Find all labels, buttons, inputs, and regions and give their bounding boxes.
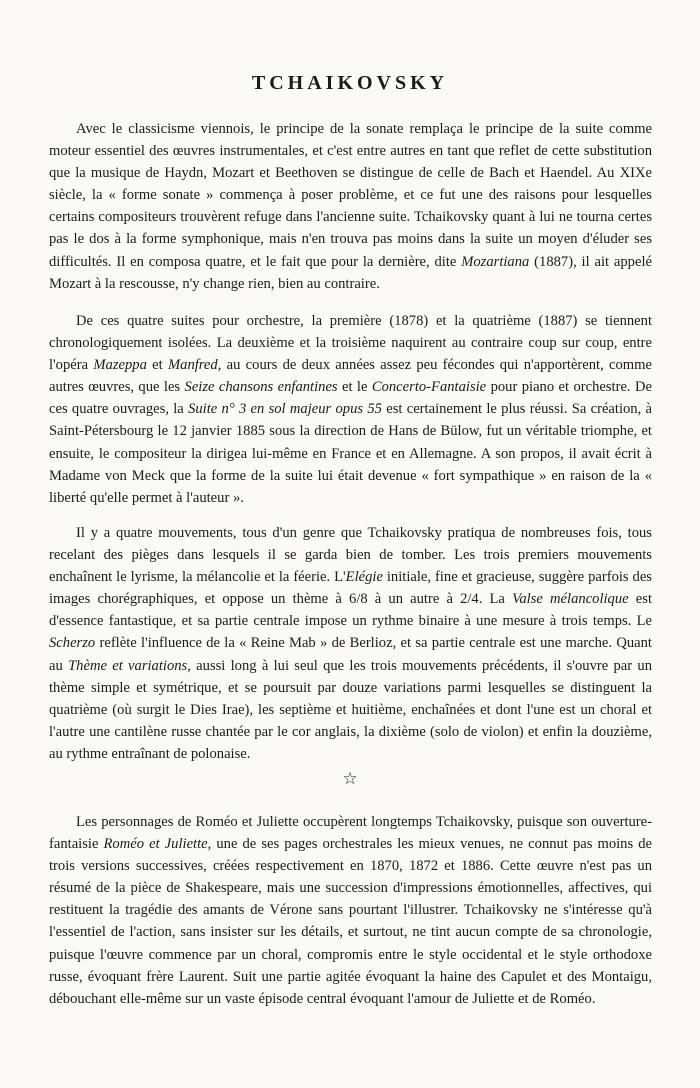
text-run: reflète l'influence de la « Reine Mab » de Berlioz, et sa partie centrale est une marche. Quant au bbox=[49, 635, 652, 674]
page-title: TCHAIKOVSKY bbox=[251, 72, 449, 94]
text-run: au cours de deux années assez peu fécondes qui n'apportèrent, comme autres œuvres, que les bbox=[49, 357, 652, 396]
work-title-manfred: Manfred, bbox=[167, 357, 222, 374]
text-run: une de ses pages orchestrales les mieux venues, ne connut pas moins de trois versions successives, créées respectivement en 1870, 1872 et 1886. Cette œuvre n'est pas un résumé de la pièce de Shakespeare, mais une succession d'impressions émotionnelles, affectives, qui restituent la tragédie des amants de Vérone sans pourtant l'illustrer. Tchaikovsky ne s'intéresse qu'à l'essentiel de l'action, sans insister sur les détails, et surtout, ne tint aucun compte de sa chronologie, puisque l'œuvre commence par un choral, compromis entre le style occidental et le style orthodoxe russe, évoquant frère Laurent. Suit une partie agitée évoquant la haine des Capulet et des Montaigu, débouchant elle-même sur un vaste épisode central évoquant l'amour de Juliette et de Roméo. bbox=[49, 836, 652, 1007]
text-run: est d'essence fantastique, et sa partie centrale impose un rythme binaire à une mesure à trois temps. Le bbox=[49, 591, 652, 630]
movement-title-valse: Valse mélancolique bbox=[512, 591, 629, 608]
work-title-suite-3: Suite n° 3 en sol majeur opus 55 bbox=[188, 401, 382, 418]
work-title-mazeppa: Mazeppa bbox=[93, 357, 147, 374]
text-run: Il y a quatre mouvements, tous d'un genre que Tchaikovsky pratiqua de nombreuses fois, tous recelant des pièges dans lesquels il se garda bien de tomber. Les trois premiers mouvements enchaînent le lyrisme, la mélancolie et la féerie. L' bbox=[49, 525, 652, 586]
text-run: De ces quatre suites pour orchestre, la première (1878) et la quatrième (1887) se tiennent chronologiquement isolées. La deuxième et la troisième naquirent au contraire coup sur coup, entre l'opéra bbox=[49, 313, 652, 374]
text-run: aussi long à lui seul que les trois mouvements précédents, il s'ouvre par un thème simple et symétrique, et se poursuit par douze variations parmi lesquelles se distinguent la quatrième (où surgit le Dies Irae), les septième et huitième, enchaînées et dont l'une est un choral et l'autre une cantilène russe chantée par le cor anglais, la dixième (solo de violon) et enfin la douzième, au rythme entraînant de polonaise. bbox=[49, 657, 652, 762]
text-run: initiale, fine et gracieuse, suggère parfois des images chorégraphiques, et oppose un thème à 6/8 à un autre à 2/4. La bbox=[49, 569, 652, 608]
paragraph-four-suites bbox=[49, 310, 652, 509]
work-title-seize-chansons: Seize chansons enfantines bbox=[184, 379, 338, 396]
paragraph-movements bbox=[49, 522, 652, 765]
text-run: Avec le classicisme viennois, le principe de la sonate remplaça le principe de la suite comme moteur essentiel des œuvres instrumentales, et c'est entre autres en tant que reflet de cette substitution que la musique de Haydn, Mozart et Beethoven se distingue de celle de Bach et Haendel. Au XIXe siècle, la « forme sonate » commença à poser problème, et ce fut une des raisons pour lesquelles certains compositeurs trouvèrent refuge dans l'ancienne suite. Tchaikovsky quant à lui ne tourna certes pas le dos à la forme symphonique, mais n'en trouva pas moins dans la suite un moyen d'éluder ses difficultés. Il en composa quatre, et le fait que pour la dernière, dite bbox=[49, 121, 652, 270]
paragraph-romeo-juliette bbox=[49, 811, 652, 1010]
work-title-mozartiana: Mozartiana bbox=[461, 253, 530, 270]
text-run: et le bbox=[337, 379, 372, 396]
text-run: et bbox=[146, 357, 168, 374]
work-title-romeo-juliette: Roméo et Juliette, bbox=[103, 836, 212, 853]
paragraph-suites-intro bbox=[49, 118, 652, 295]
text-run: (1887), il ait appelé Mozart à la rescousse, n'y change rien, bien au contraire. bbox=[49, 253, 652, 292]
movement-title-scherzo: Scherzo bbox=[49, 635, 96, 652]
text-run: est certainement le plus réussi. Sa création, à Saint-Pétersbourg le 12 janvier 1885 sous la direction de Hans de Bülow, fut un véritable triomphe, et ensuite, le compositeur la dirigea lui-même en France et en Allemagne. A son propos, il avait écrit à Madame von Meck que la forme de la suite lui était devenue « fort sympathique » en raison de la « liberté qu'elle permet à l'auteur ». bbox=[49, 401, 653, 506]
movement-title-theme-variations: Thème et variations, bbox=[68, 657, 191, 674]
star-separator-icon: ☆ bbox=[342, 769, 358, 788]
movement-title-elegie: Elégie bbox=[345, 569, 383, 586]
work-title-concerto-fantaisie: Concerto-Fantaisie bbox=[371, 379, 487, 396]
text-run: Les personnages de Roméo et Juliette occupèrent longtemps Tchaikovsky, puisque son ouverture-fantaisie bbox=[49, 814, 652, 853]
text-run: pour piano et orchestre. De ces quatre ouvrages, la bbox=[49, 379, 652, 418]
